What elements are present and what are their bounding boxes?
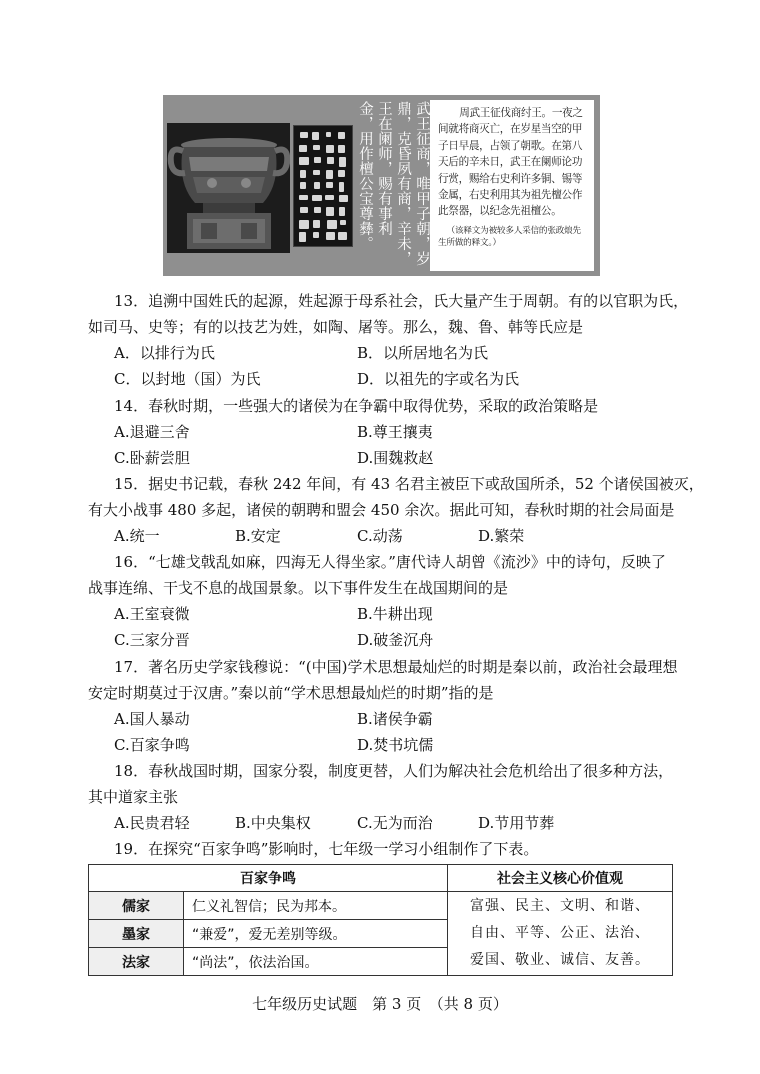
rubbing-glyph-mark [326, 170, 333, 179]
rubbing-glyph-mark [326, 232, 334, 240]
rubbing-glyph-mark [299, 145, 306, 153]
artifact-figure [163, 95, 600, 276]
question-15-option-d: D.繁荣 [478, 527, 525, 545]
question-16-line-2: 战事连绵、干戈不息的战国景象。以下事件发生在战国期间的是 [88, 579, 509, 597]
rubbing-glyph-mark [339, 207, 345, 216]
question-16-option-b: B.牛耕出现 [357, 605, 433, 623]
question-14-option-b: B.尊王攘夷 [357, 423, 433, 441]
rubbing-glyph-mark [299, 195, 307, 201]
question-18-option-b: B.中央集权 [235, 814, 311, 832]
question-17-line-2: 安定时期莫过于汉唐。”秦以前“学术思想最灿烂的时期”指的是 [88, 684, 494, 702]
rubbing-glyph-mark [340, 220, 346, 225]
question-13-option-a: A．以排行为氏 [114, 344, 215, 362]
inscription-column: 鼎，克昏夙有商，辛未， [395, 101, 411, 266]
rubbing-glyph-mark [299, 232, 306, 242]
rubbing-glyph-mark [339, 182, 344, 192]
rubbing-glyph-mark [300, 207, 307, 213]
question-18-option-c: C.无为而治 [357, 814, 433, 832]
question-16-line-1: 16．“七雄戈戟乱如麻，四海无人得坐家。”唐代诗人胡曾《流沙》中的诗句，反映了 [114, 553, 666, 571]
inscription-column: 武王征商，唯甲子朝，岁 [414, 101, 430, 266]
rubbing-glyph-mark [313, 145, 319, 151]
translation-text: 周武王征伐商纣王。一夜之间就将商灭亡，在岁星当空的甲子日早晨，占领了朝歌。在第八天后的辛未日，武王在阑师论功行赏，赐给右史利许多铜、锡等金属，右史利用其为祖先檀公作此祭器，以纪念先祖檀公。 [438, 107, 583, 218]
question-15-option-b: B.安定 [235, 527, 281, 545]
rubbing-glyph-mark [327, 220, 337, 229]
inscription-column: 王在阑师，赐有事利 [376, 101, 392, 236]
page-footer: 七年级历史试题 第 3 页 （共 8 页） [252, 995, 508, 1013]
question-14-line-1: 14．春秋时期，一些强大的诸侯为在争霸中取得优势，采取的政治策略是 [114, 397, 599, 415]
school-name: 儒家 [89, 892, 184, 920]
rubbing-glyph-mark [314, 182, 321, 189]
question-17-option-a: A.国人暴动 [114, 710, 190, 728]
question-14-option-c: C.卧薪尝胆 [114, 449, 190, 467]
question-18-line-2: 其中道家主张 [88, 788, 179, 806]
question-15-option-c: C.动荡 [357, 527, 403, 545]
rubbing-glyph-mark [314, 207, 321, 213]
question-15-line-2: 有大小战事 480 多起，诸侯的朝聘和盟会 450 余次。据此可知，春秋时期的社会局面是 [88, 501, 675, 519]
table-header-core-values: 社会主义核心价值观 [448, 865, 673, 892]
question-13-option-d: D．以祖先的字或名为氏 [357, 370, 520, 388]
bronze-vessel-image [167, 123, 290, 253]
hundred-schools-table [88, 864, 673, 976]
question-17-option-d: D.焚书坑儒 [357, 736, 434, 754]
core-values-line: 自由、平等、公正、法治、 [470, 925, 650, 941]
core-values-cell [448, 892, 673, 976]
table-row [89, 892, 673, 920]
school-description: 仁义礼智信；民为邦本。 [184, 892, 448, 920]
rubbing-glyph-mark [338, 145, 345, 153]
rubbing-glyph-mark [312, 195, 322, 201]
inscription-column: 金，用作檀公宝尊彝。 [357, 101, 373, 251]
rubbing-glyph-mark [299, 157, 308, 165]
inscription-rubbing-image [293, 125, 353, 247]
school-name: 墨家 [89, 920, 184, 948]
question-18-line-1: 18．春秋战国时期，国家分裂，制度更替，人们为解决社会危机给出了很多种方法， [114, 762, 674, 780]
rubbing-glyph-mark [299, 220, 309, 230]
rubbing-glyph-mark [327, 157, 334, 164]
rubbing-glyph-mark [300, 170, 306, 179]
school-name: 法家 [89, 948, 184, 976]
question-14-option-d: D.围魏救赵 [357, 449, 434, 467]
rubbing-glyph-mark [339, 157, 345, 167]
rubbing-glyph-mark [339, 195, 348, 203]
question-18-option-d: D.节用节葬 [478, 814, 555, 832]
rubbing-glyph-mark [338, 232, 347, 240]
rubbing-glyph-mark [326, 182, 333, 188]
question-15-line-1: 15．据史书记载，春秋 242 年间，有 43 名君主被臣下或敌国所杀，52 个诸侯国被灭， [114, 475, 704, 493]
rubbing-glyph-mark [300, 182, 305, 189]
core-values-line: 爱国、敬业、诚信、友善。 [470, 952, 650, 968]
question-16-option-c: C.三家分晋 [114, 631, 190, 649]
rubbing-glyph-mark [300, 132, 308, 138]
question-13-option-b: B．以所居地名为氏 [357, 344, 489, 362]
question-18-option-a: A.民贵君轻 [114, 814, 190, 832]
question-16-option-a: A.王室衰微 [114, 605, 190, 623]
rubbing-glyph-mark [326, 207, 335, 216]
table-header-hundred-schools: 百家争鸣 [89, 865, 448, 892]
question-13-option-c: C．以封地（国）为氏 [114, 370, 261, 388]
rubbing-glyph-mark [338, 170, 345, 178]
inscription-text [355, 101, 431, 269]
rubbing-glyph-mark [326, 132, 331, 137]
translation-note: （该释文为被较多人采信的张政烺先生所做的释文。） [438, 225, 581, 248]
question-13-line-1: 13．追溯中国姓氏的起源，姓起源于母系社会，氏大量产生于周朝。有的以官职为氏， [114, 292, 689, 310]
rubbing-glyph-mark [338, 132, 345, 139]
rubbing-glyph-mark [313, 170, 320, 176]
question-14-option-a: A.退避三舍 [114, 423, 190, 441]
question-16-option-d: D.破釜沉舟 [357, 631, 434, 649]
school-description: “尚法”，依法治国。 [184, 948, 448, 976]
rubbing-glyph-mark [314, 157, 321, 163]
question-13-line-2: 如司马、史等；有的以技艺为姓，如陶、屠等。那么，魏、鲁、韩等氏应是 [88, 318, 584, 336]
question-19-line-1: 19．在探究“百家争鸣”影响时，七年级一学习小组制作了下表。 [114, 840, 539, 858]
core-values-line: 富强、民主、文明、和谐、 [470, 898, 650, 914]
rubbing-glyph-mark [326, 145, 334, 153]
question-17-option-c: C.百家争鸣 [114, 736, 190, 754]
rubbing-glyph-mark [325, 195, 334, 201]
school-description: “兼爱”，爱无差别等级。 [184, 920, 448, 948]
rubbing-glyph-mark [313, 220, 320, 229]
question-17-line-1: 17．著名历史学家钱穆说：“(中国)学术思想最灿烂的时期是秦以前，政治社会最理想 [114, 658, 678, 676]
translation-box [430, 100, 594, 271]
question-15-option-a: A.统一 [114, 527, 160, 545]
rubbing-glyph-mark [312, 132, 319, 140]
question-17-option-b: B.诸侯争霸 [357, 710, 433, 728]
rubbing-glyph-mark [313, 232, 319, 238]
